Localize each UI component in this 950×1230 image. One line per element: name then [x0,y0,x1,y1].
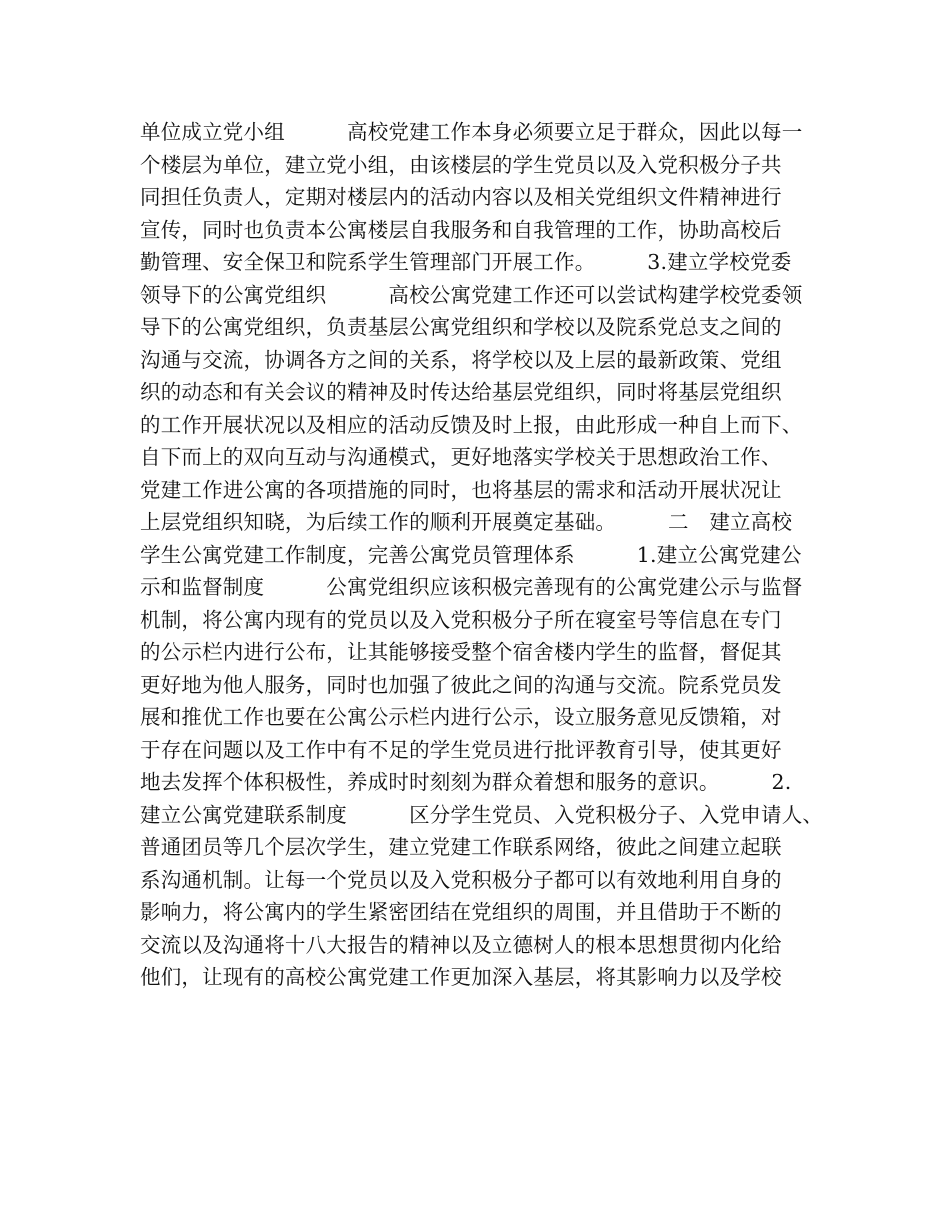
text-line-2: 个楼层为单位，建立党小组，由该楼层的学生党员以及入党积极分子共 [140,152,782,177]
text-line-11: 自下而上的双向互动与沟通模式，更好地落实学校关于思想政治工作、 [140,445,782,469]
text-line-22: 建立公寓党建联系制度 区分学生党员、入党积极分子、入党申请人、 [140,802,824,827]
text-line-16: 机制，将公寓内现有的党员以及入党积极分子所在寝室号等信息在专门 [140,607,782,632]
text-line-1: 单位成立党小组 高校党建工作本身必须要立足于群众，因此以每一 [140,120,803,144]
text-line-6: 领导下的公寓党组织 高校公寓党建工作还可以尝试构建学校党委领 [140,282,803,307]
text-line-10: 的工作开展状况以及相应的活动反馈及时上报，由此形成一种自上而下、 [140,412,803,437]
text-line-27: 他们，让现有的高校公寓党建工作更加深入基层，将其影响力以及学校 [140,965,782,989]
text-line-17: 的公示栏内进行公布，让其能够接受整个宿舍楼内学生的监督，督促其 [140,640,782,664]
text-line-13: 上层党组织知晓，为后续工作的顺利开展奠定基础。 二 建立高校 [140,510,793,534]
text-line-15: 示和监督制度 公寓党组织应该积极完善现有的公寓党建公示与监督 [140,575,803,599]
text-line-23: 普通团员等几个层次学生，建立党建工作联系网络，彼此之间建立起联 [140,835,782,859]
body-text [140,116,830,994]
text-line-12: 党建工作进公寓的各项措施的同时，也将基层的需求和活动开展状况让 [140,477,782,502]
text-line-20: 于存在问题以及工作中有不足的学生党员进行批评教育引导，使其更好 [140,737,782,762]
text-line-26: 交流以及沟通将十八大报告的精神以及立德树人的根本思想贯彻内化给 [140,932,782,957]
text-line-3: 同担任负责人，定期对楼层内的活动内容以及相关党组织文件精神进行 [140,185,782,209]
text-line-18: 更好地为他人服务，同时也加强了彼此之间的沟通与交流。院系党员发 [140,672,782,697]
text-line-8: 沟通与交流，协调各方之间的关系，将学校以及上层的最新政策、党组 [140,347,782,372]
text-line-4: 宣传，同时也负责本公寓楼层自我服务和自我管理的工作，协助高校后 [140,217,782,242]
text-line-25: 影响力，将公寓内的学生紧密团结在党组织的周围，并且借助于不断的 [140,900,782,924]
text-line-7: 导下的公寓党组织，负责基层公寓党组织和学校以及院系党总支之间的 [140,315,782,339]
text-line-21: 地去发挥个体积极性，养成时时刻刻为群众着想和服务的意识。 2. [140,770,792,794]
text-line-24: 系沟通机制。让每一个党员以及入党积极分子都可以有效地利用自身的 [140,867,782,892]
text-line-5: 勤管理、安全保卫和院系学生管理部门开展工作。 3.建立学校党委 [140,250,792,274]
text-line-14: 学生公寓党建工作制度，完善公寓党员管理体系 1.建立公寓党建公 [140,542,802,567]
text-line-9: 织的动态和有关会议的精神及时传达给基层党组织，同时将基层党组织 [140,380,782,404]
text-line-19: 展和推优工作也要在公寓公示栏内进行公示，设立服务意见反馈箱，对 [140,705,782,729]
